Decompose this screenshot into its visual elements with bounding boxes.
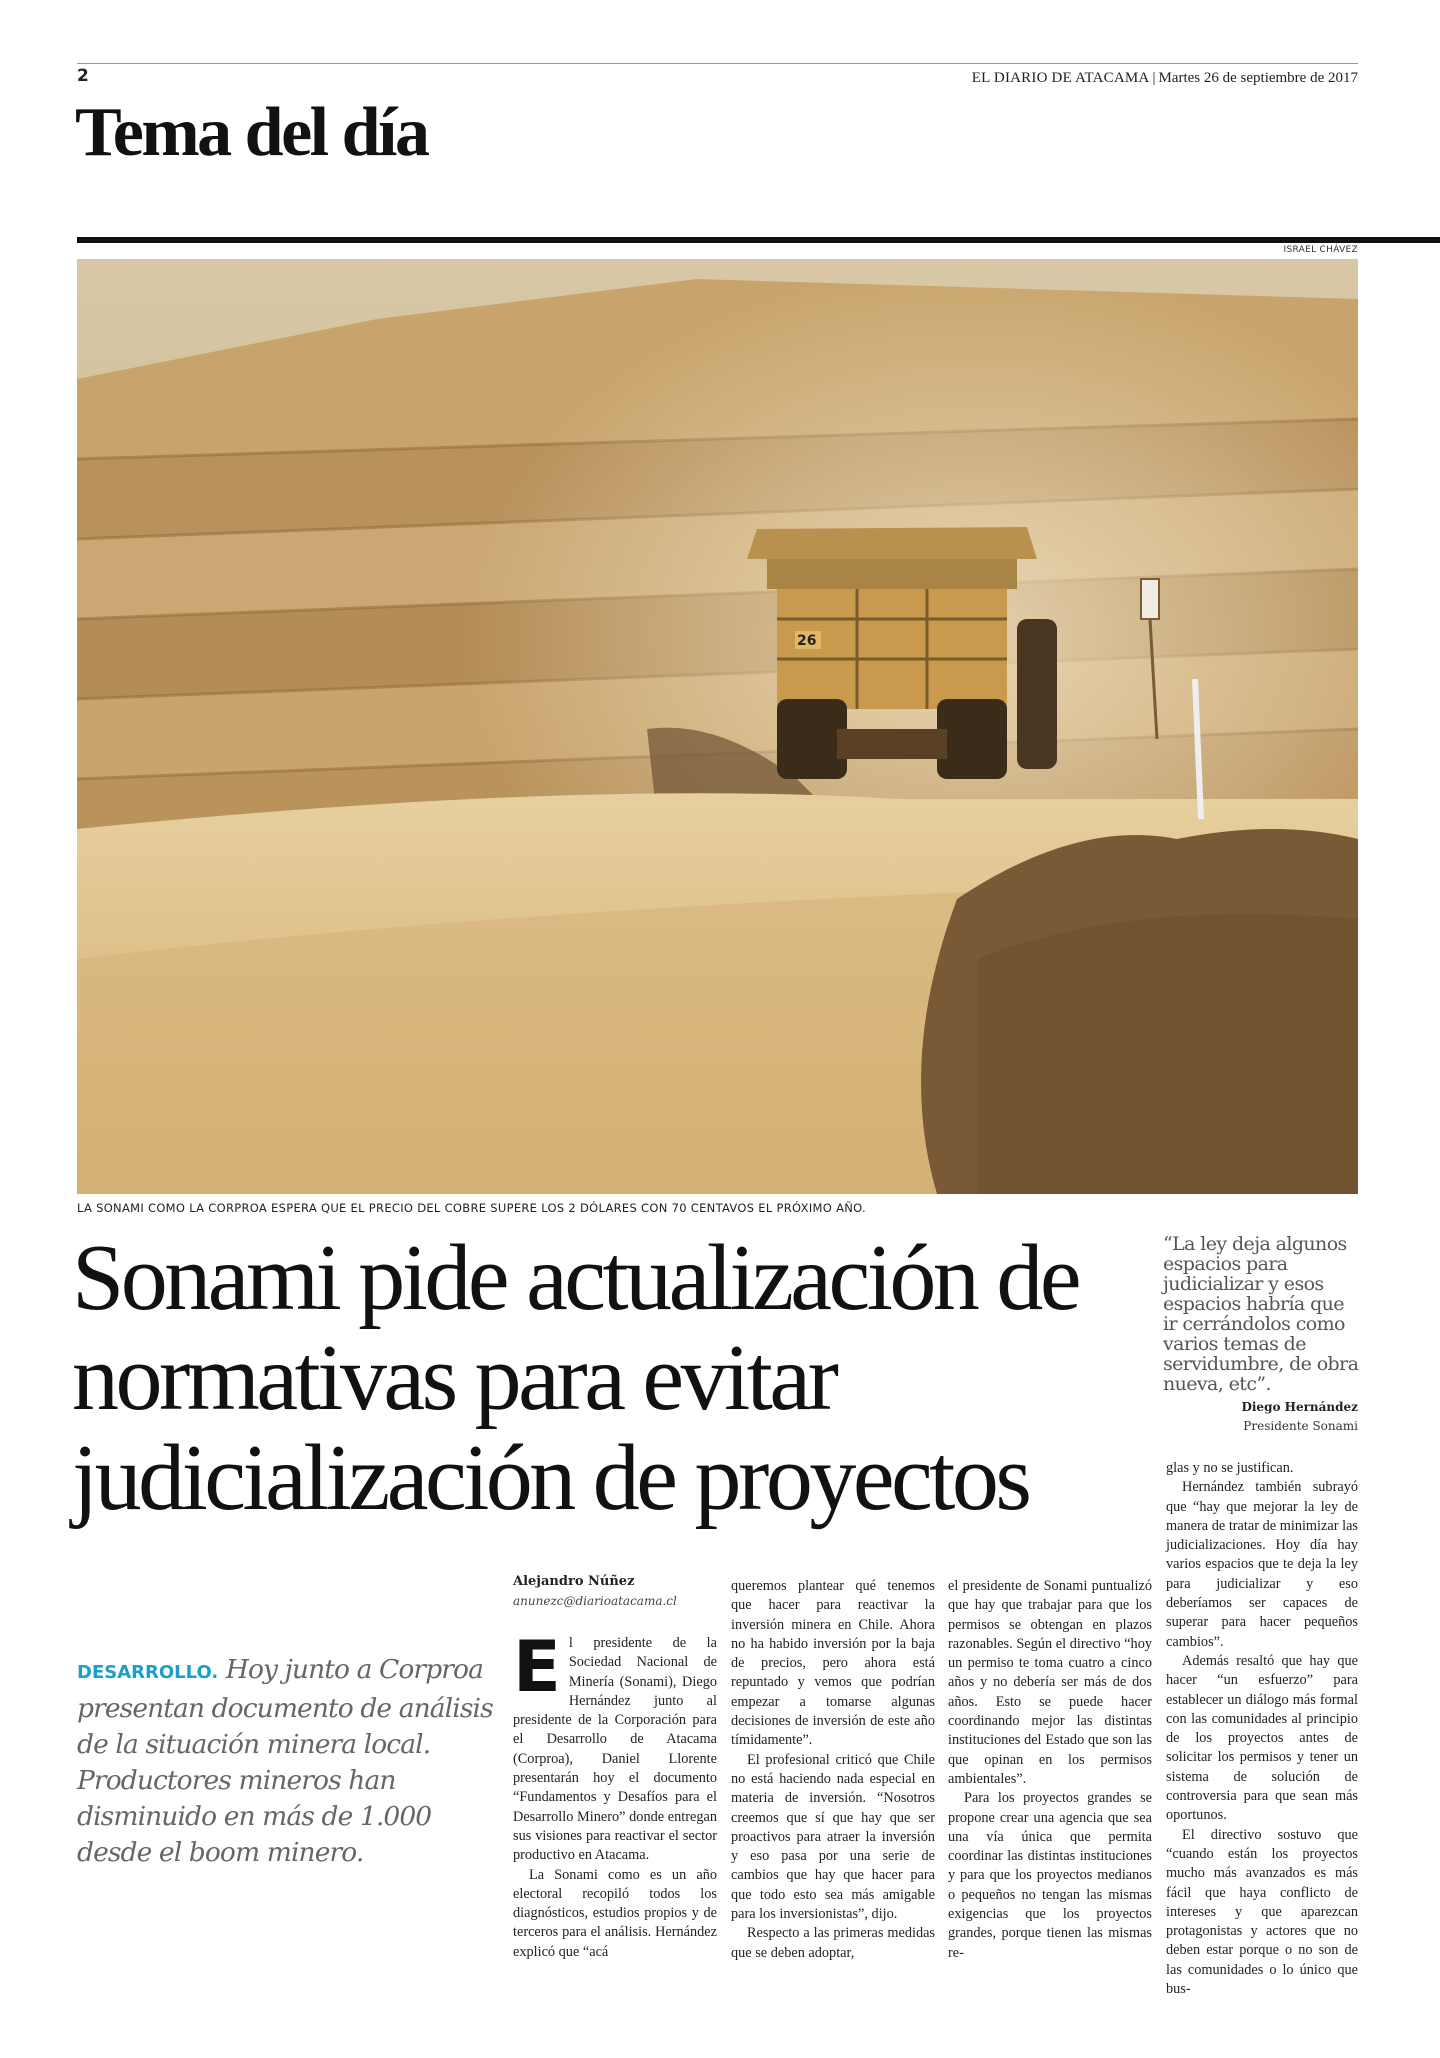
drop-cap: E xyxy=(513,1626,561,1708)
body-paragraph: el presidente de Sonami puntualizó que hay que trabajar para que los permisos se obtengan en plazos razonables. Según el directivo “hoy un permiso te toma cuatro a cinco años y no debería ser más de dos años. Esto se puede hacer coordinando mejor las distintas instituciones del Estado que son las que opinan en los permisos ambientales”. xyxy=(948,1578,1152,1787)
body-paragraph: Hernández también subrayó que “hay que mejorar la ley de manera de tratar de minimizar las judicializaciones. Hoy día hay varios espacios que te deja la ley para judicializar y eso deberíamos ser capaces de superar para hacer pequeños cambios”. xyxy=(1166,1479,1358,1650)
mine-photo xyxy=(77,259,1358,1194)
headline: Sonami pide actualización de normativas para evitar judicialización de proyectos xyxy=(72,1226,1079,1530)
body-paragraph: El profesional criticó que Chile no está haciendo nada especial en materia de inversión. “Nosotros creemos que sí que hay que ser proactivos para atraer la inversión y eso pasa por una serie de cambios que hay que hacer para que todo esto sea más amigable para los inversionistas”, dijo. xyxy=(731,1751,935,1923)
top-rule xyxy=(77,63,1358,64)
truck-number: 26 xyxy=(797,633,817,649)
body-column-3 xyxy=(948,1577,1152,1963)
photo-credit: ISRAEL CHÁVEZ xyxy=(1283,245,1358,255)
masthead-separator: | xyxy=(1152,70,1156,86)
body-paragraph: Además resaltó que hay que hacer “un esfuerzo” para establecer un diálogo más formal con las comunidades al principio de los proyectos antes de solicitar los permisos y tener un sistema de solución de controversia para que sean más oportunos. xyxy=(1166,1652,1358,1824)
body-paragraph: Respecto a las primeras medidas que se deben adoptar, xyxy=(731,1925,935,1961)
section-rule xyxy=(77,237,1440,243)
byline-author: Alejandro Núñez xyxy=(513,1574,635,1589)
body-column-2 xyxy=(731,1577,935,1963)
pull-quote-author: Diego Hernández xyxy=(1241,1400,1358,1414)
photo-caption: LA SONAMI COMO LA CORPROA ESPERA QUE EL PRECIO DEL COBRE SUPERE LOS 2 DÓLARES CON 70 CENTAVOS EL PRÓXIMO AÑO. xyxy=(77,1201,866,1215)
kicker: DESARROLLO. xyxy=(77,1662,219,1683)
body-column-4 xyxy=(1166,1459,1358,1999)
body-paragraph: El directivo sostuvo que “cuando están los proyectos mucho más avanzados es más fácil que haya conflicto de intereses y que aparezcan protagonistas y actores que no deben estar porque o no son de las comunidades o lo único que bus- xyxy=(1166,1826,1358,1998)
page-number: 2 xyxy=(77,66,89,86)
body-column-1 xyxy=(513,1626,717,1962)
pull-quote: “La ley deja algunos espacios para judicializar y esos espacios habría que ir cerrándolos como varios temas de servidumbre, de obra nueva, etc”. xyxy=(1163,1233,1359,1395)
body-paragraph: La Sonami como es un año electoral recopiló todos los diagnósticos, estudios propios y de terceros para el análisis. Hernández explicó que “acá xyxy=(513,1866,717,1960)
body-paragraph: glas y no se justifican. xyxy=(1166,1460,1294,1476)
body-paragraph: queremos plantear qué tenemos que hacer para reactivar la inversión minera en Chile. Ahora no ha habido inversión por la baja de precios, pero ahora está repuntado y vemos que podrían empezar a tomarse algunas decisiones de inversión de este año tímidamente”. xyxy=(731,1578,935,1749)
masthead xyxy=(972,70,1358,87)
pull-quote-role: Presidente Sonami xyxy=(1243,1419,1358,1433)
issue-date: Martes 26 de septiembre de 2017 xyxy=(1158,70,1358,86)
byline-email[interactable]: anunezc@diarioatacama.cl xyxy=(513,1594,677,1608)
paper-name: EL DIARIO DE ATACAMA xyxy=(971,70,1150,86)
section-title: Tema del día xyxy=(75,94,428,171)
body-paragraph: El presidente de la Sociedad Nacional de Minería (Sonami), Diego Hernández junto al presidente de la Corporación para el Desarrollo de Atacama (Corproa), Daniel Llorente presentarán hoy el documento “Fundamentos y Desafíos para el Desarrollo Minero” donde entregan sus visiones para reactivar el sector productivo en Atacama. xyxy=(513,1626,717,1864)
lead-text: Hoy junto a Corproa presentan documento de análisis de la situación minera local. Productores mineros han disminuido en más de 1.000 desde el boom minero. xyxy=(77,1654,493,1868)
lead-paragraph xyxy=(77,1652,497,1871)
body-paragraph: Para los proyectos grandes se propone crear una agencia que sea una vía única que permita coordinar las distintas instituciones y para que los proyectos medianos o pequeños no tengan las mismas exigencias que los proyectos grandes, porque tienen las mismas re- xyxy=(948,1790,1152,1961)
